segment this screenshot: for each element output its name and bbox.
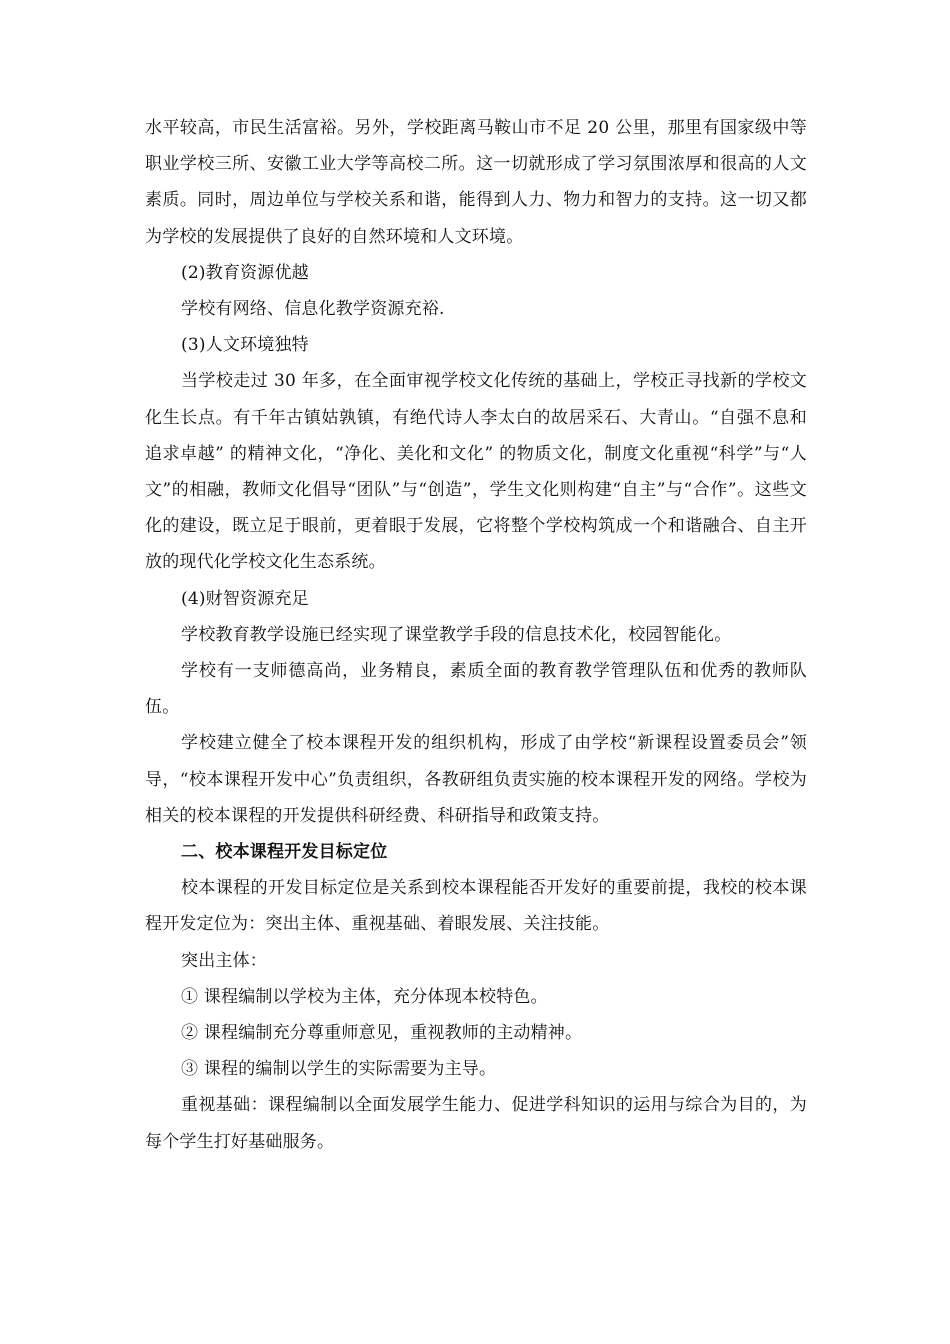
paragraph-environment-continued: 水平较高，市民生活富裕。另外，学校距离马鞍山市不足 20 公里，那里有国家级中等职业学校三所、安徽工业大学等高校二所。这一切就形成了学习氛围浓厚和很高的人文素质。同时，周边单位与学校关系和谐，能得到人力、物力和智力的支持。这一切又都为学校的发展提供了良好的自然环境和人文环境。 (145, 118, 807, 247)
paragraph-teaching-staff: 学校有一支师德高尚，业务精良，素质全面的教育教学管理队伍和优秀的教师队伍。 (145, 661, 807, 718)
subheading-financial-resources: (4)财智资源充足 (181, 588, 309, 609)
subheading-highlight-subject: 突出主体： (181, 950, 267, 971)
section-heading-goal-positioning: 二、校本课程开发目标定位 (181, 842, 388, 863)
list-item-1: ① 课程编制以学校为主体，充分体现本校特色。 (181, 986, 548, 1007)
paragraph-network-resources: 学校有网络、信息化教学资源充裕. (181, 299, 445, 320)
list-item-2: ② 课程编制充分尊重师意见，重视教师的主动精神。 (181, 1023, 583, 1044)
paragraph-emphasize-basics: 重视基础：课程编制以全面发展学生能力、促进学科知识的运用与综合为目的，为每个学生打好基础服务。 (145, 1095, 807, 1152)
list-item-3: ③ 课程的编制以学生的实际需要为主导。 (181, 1059, 497, 1080)
paragraph-facilities: 学校教育教学设施已经实现了课堂教学手段的信息技术化，校园智能化。 (181, 624, 732, 645)
paragraph-goal-positioning: 校本课程的开发目标定位是关系到校本课程能否开发好的重要前提，我校的校本课程开发定位为：突出主体、重视基础、着眼发展、关注技能。 (145, 878, 807, 935)
paragraph-school-culture: 当学校走过 30 年多，在全面审视学校文化传统的基础上，学校正寻找新的学校文化生长点。有千年古镇姑孰镇，有绝代诗人李太白的故居采石、大青山。“自强不息和追求卓越” 的精神文化，“净化、美化和文化” 的物质文化，制度文化重视“科学”与“人文”的相融，教师文化倡导“团队”与“创造”，学生文化则构建“自主”与“合作”。这些文化的建设，既立足于眼前，更着眼于发展，它将整个学校构筑成一个和谐融合、自主开放的现代化学校文化生态系统。 (145, 371, 807, 573)
subheading-cultural-environment: (3)人文环境独特 (181, 335, 309, 356)
document-page (145, 110, 807, 1160)
subheading-education-resources: (2)教育资源优越 (181, 262, 309, 283)
paragraph-organization: 学校建立健全了校本课程开发的组织机构，形成了由学校“新课程设置委员会”领导，“校本课程开发中心”负责组织，各教研组负责实施的校本课程开发的网络。学校为相关的校本课程的开发提供科研经费、科研指导和政策支持。 (145, 733, 807, 826)
